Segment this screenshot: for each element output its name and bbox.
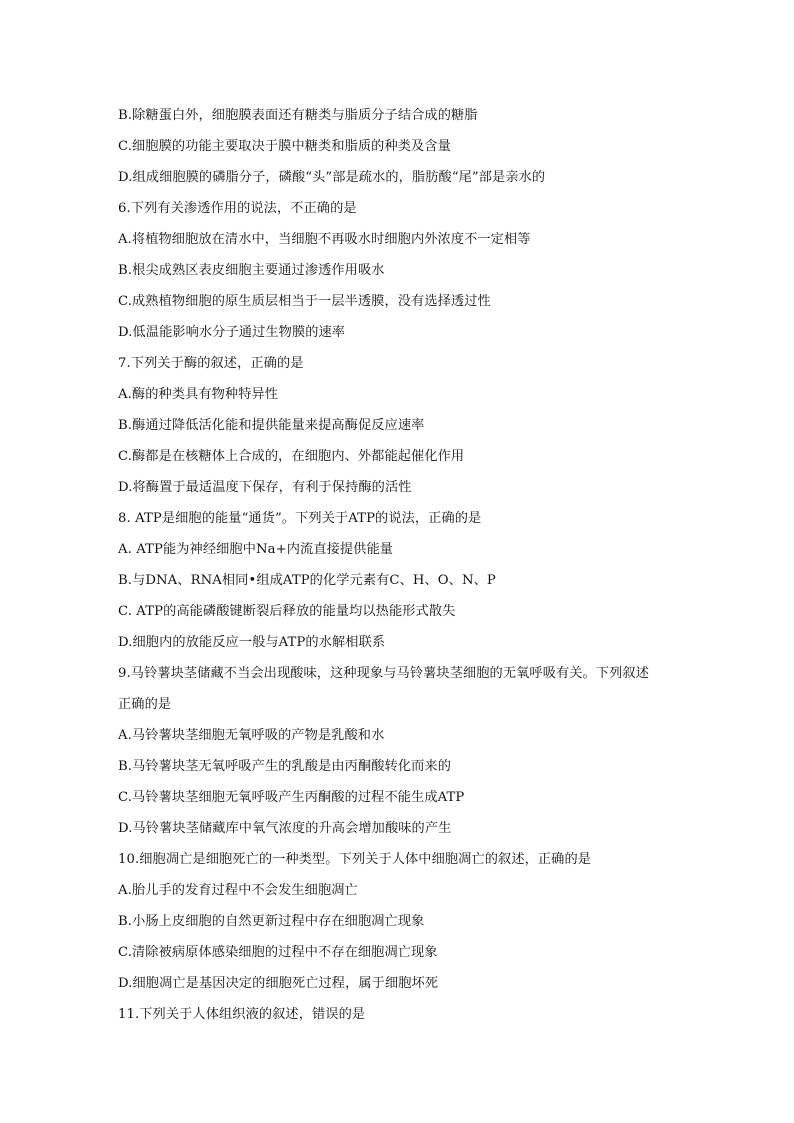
option-6d: D.低温能影响水分子通过生物膜的速率 bbox=[118, 325, 346, 340]
option-8d: D.细胞内的放能反应一般与ATP的水解相联系 bbox=[118, 635, 386, 650]
option-5b: B.除糖蛋白外，细胞膜表面还有糖类与脂质分子结合成的糖脂 bbox=[118, 108, 478, 123]
question-6: 6.下列有关渗透作用的说法，不正确的是 bbox=[118, 201, 357, 216]
option-10c: C.清除被病原体感染细胞的过程中不存在细胞凋亡现象 bbox=[118, 945, 438, 960]
option-5d: D.组成细胞膜的磷脂分子，磷酸“头”部是疏水的，脂肪酸“尾”部是亲水的 bbox=[118, 170, 546, 185]
option-10a: A.胎儿手的发育过程中不会发生细胞凋亡 bbox=[118, 883, 358, 898]
question-9-line-1: 9.马铃薯块茎储藏不当会出现酸味，这种现象与马铃薯块茎细胞的无氧呼吸有关。下列叙述 bbox=[118, 666, 649, 681]
option-8c: C. ATP的高能磷酸键断裂后释放的能量均以热能形式散失 bbox=[118, 604, 456, 619]
question-9-line-2: 正确的是 bbox=[118, 697, 172, 712]
option-7c: C.酶都是在核糖体上合成的，在细胞内、外都能起催化作用 bbox=[118, 449, 465, 464]
question-10: 10.细胞凋亡是细胞死亡的一种类型。下列关于人体中细胞凋亡的叙述，正确的是 bbox=[118, 852, 592, 867]
option-10d: D.细胞凋亡是基因决定的细胞死亡过程，属于细胞坏死 bbox=[118, 976, 439, 991]
option-9a: A.马铃薯块茎细胞无氧呼吸的产物是乳酸和水 bbox=[118, 728, 385, 743]
option-6b: B.根尖成熟区表皮细胞主要通过渗透作用吸水 bbox=[118, 263, 385, 278]
option-6a: A.将植物细胞放在清水中，当细胞不再吸水时细胞内外浓度不一定相等 bbox=[118, 232, 531, 247]
option-7a: A.酶的种类具有物种特异性 bbox=[118, 387, 279, 402]
question-8: 8. ATP是细胞的能量“通货”。下列关于ATP的说法，正确的是 bbox=[118, 511, 482, 526]
option-8b: B.与DNA、RNA相同•组成ATP的化学元素有C、H、O、N、P bbox=[118, 573, 496, 588]
question-11: 11.下列关于人体组织液的叙述，错误的是 bbox=[118, 1007, 366, 1022]
option-9d: D.马铃薯块茎储藏库中氧气浓度的升高会增加酸味的产生 bbox=[118, 821, 452, 836]
document-body bbox=[118, 100, 698, 1030]
question-7: 7.下列关于酶的叙述，正确的是 bbox=[118, 356, 304, 371]
option-7b: B.酶通过降低活化能和提供能量来提高酶促反应速率 bbox=[118, 418, 425, 433]
option-10b: B.小肠上皮细胞的自然更新过程中存在细胞凋亡现象 bbox=[118, 914, 425, 929]
option-8a: A. ATP能为神经细胞中Na+内流直接提供能量 bbox=[118, 542, 394, 557]
option-7d: D.将酶置于最适温度下保存，有利于保持酶的活性 bbox=[118, 480, 412, 495]
option-6c: C.成熟植物细胞的原生质层相当于一层半透膜，没有选择透过性 bbox=[118, 294, 491, 309]
option-5c: C.细胞膜的功能主要取决于膜中糖类和脂质的种类及含量 bbox=[118, 139, 451, 154]
option-9c: C.马铃薯块茎细胞无氧呼吸产生丙酮酸的过程不能生成ATP bbox=[118, 790, 465, 805]
option-9b: B.马铃薯块茎无氧呼吸产生的乳酸是由丙酮酸转化而来的 bbox=[118, 759, 451, 774]
